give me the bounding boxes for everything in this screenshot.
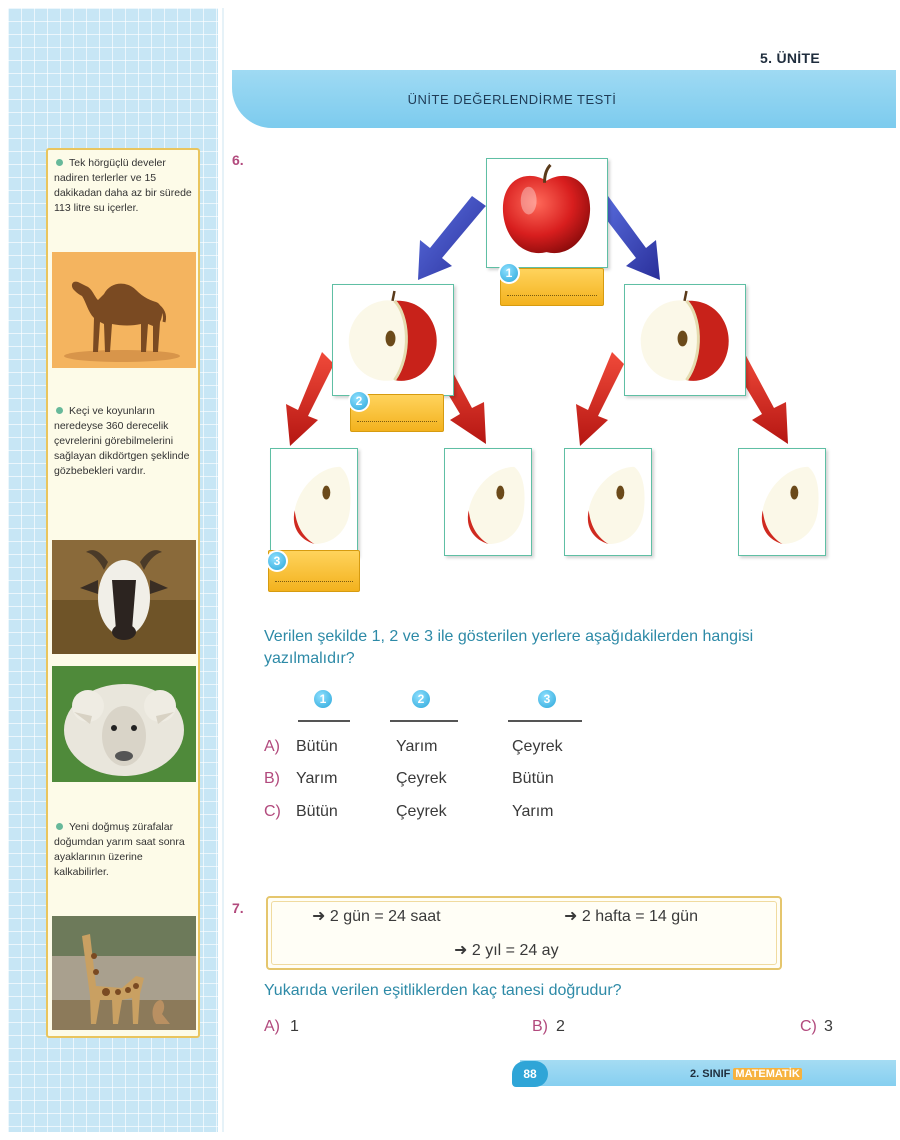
fact-giraffe: Yeni doğmuş zürafalar doğumdan yarım saat sonra ayaklarının üzerine kalkabilirler. — [54, 821, 185, 878]
fact-goat-sheep: Keçi ve koyunların neredeyse 360 derecelik çevrelerini görebilmelerini sağlayan dikdörtgen şeklinde gözbebekleri vardır. — [54, 405, 190, 477]
badge-3: 3 — [266, 550, 288, 572]
whole-apple-card — [486, 158, 608, 268]
quarter-apple-image — [565, 449, 650, 554]
question-6-text: Verilen şekilde 1, 2 ve 3 ile gösterilen yerlere aşağıdakilerden hangisi yazılmalıdır? — [264, 628, 754, 667]
page-title: ÜNİTE DEĞERLENDİRME TESTİ — [407, 92, 617, 107]
quarter-apple-card-2 — [444, 448, 532, 556]
half-apple-image — [625, 285, 744, 394]
column-underline — [390, 720, 458, 722]
badge-2: 2 — [348, 390, 370, 412]
arrow-red-3 — [576, 352, 624, 446]
question-7-number: 7. — [232, 900, 244, 916]
column-header-2: 2 — [410, 688, 432, 710]
arrow-red-1 — [286, 352, 334, 446]
arrow-right-icon: ➜ — [312, 908, 330, 925]
equation-3: ➜ 2 yıl = 24 ay — [454, 942, 559, 959]
equation-1: ➜ 2 gün = 24 saat — [312, 908, 441, 925]
quarter-apple-image — [271, 449, 356, 554]
giraffe-image — [52, 916, 196, 1030]
footer-book-title: 2. SINIF MATEMATİK — [690, 1068, 800, 1080]
half-apple-card-left — [332, 284, 454, 396]
quarter-apple-card-1 — [270, 448, 358, 556]
quarter-apple-card-4 — [738, 448, 826, 556]
badge-1: 1 — [498, 262, 520, 284]
fact-camel: Tek hörgüçlü develer nadiren terlerler ve 15 dakikadan daha az bir sürede 113 litre su içerler. — [54, 157, 192, 214]
half-apple-image — [333, 285, 452, 394]
column-header-3: 3 — [536, 688, 558, 710]
page-number: 88 — [512, 1061, 548, 1087]
bullet-icon — [56, 823, 63, 830]
arrow-blue-left — [418, 196, 486, 280]
question-6-number: 6. — [232, 152, 244, 168]
equation-2: ➜ 2 hafta = 14 gün — [564, 908, 698, 925]
half-apple-card-right — [624, 284, 746, 396]
quarter-apple-image — [739, 449, 824, 554]
whole-apple-image — [487, 159, 606, 266]
unit-label: 5. ÜNİTE — [760, 50, 820, 66]
column-header-1: 1 — [312, 688, 334, 710]
column-underline — [298, 720, 350, 722]
question-7-text: Yukarıda verilen eşitliklerden kaç tanesi doğrudur? — [264, 982, 622, 999]
quarter-apple-card-3 — [564, 448, 652, 556]
quarter-apple-image — [445, 449, 530, 554]
arrow-right-icon: ➜ — [454, 942, 472, 959]
sheep-image — [52, 666, 196, 782]
arrow-right-icon: ➜ — [564, 908, 582, 925]
column-underline — [508, 720, 582, 722]
